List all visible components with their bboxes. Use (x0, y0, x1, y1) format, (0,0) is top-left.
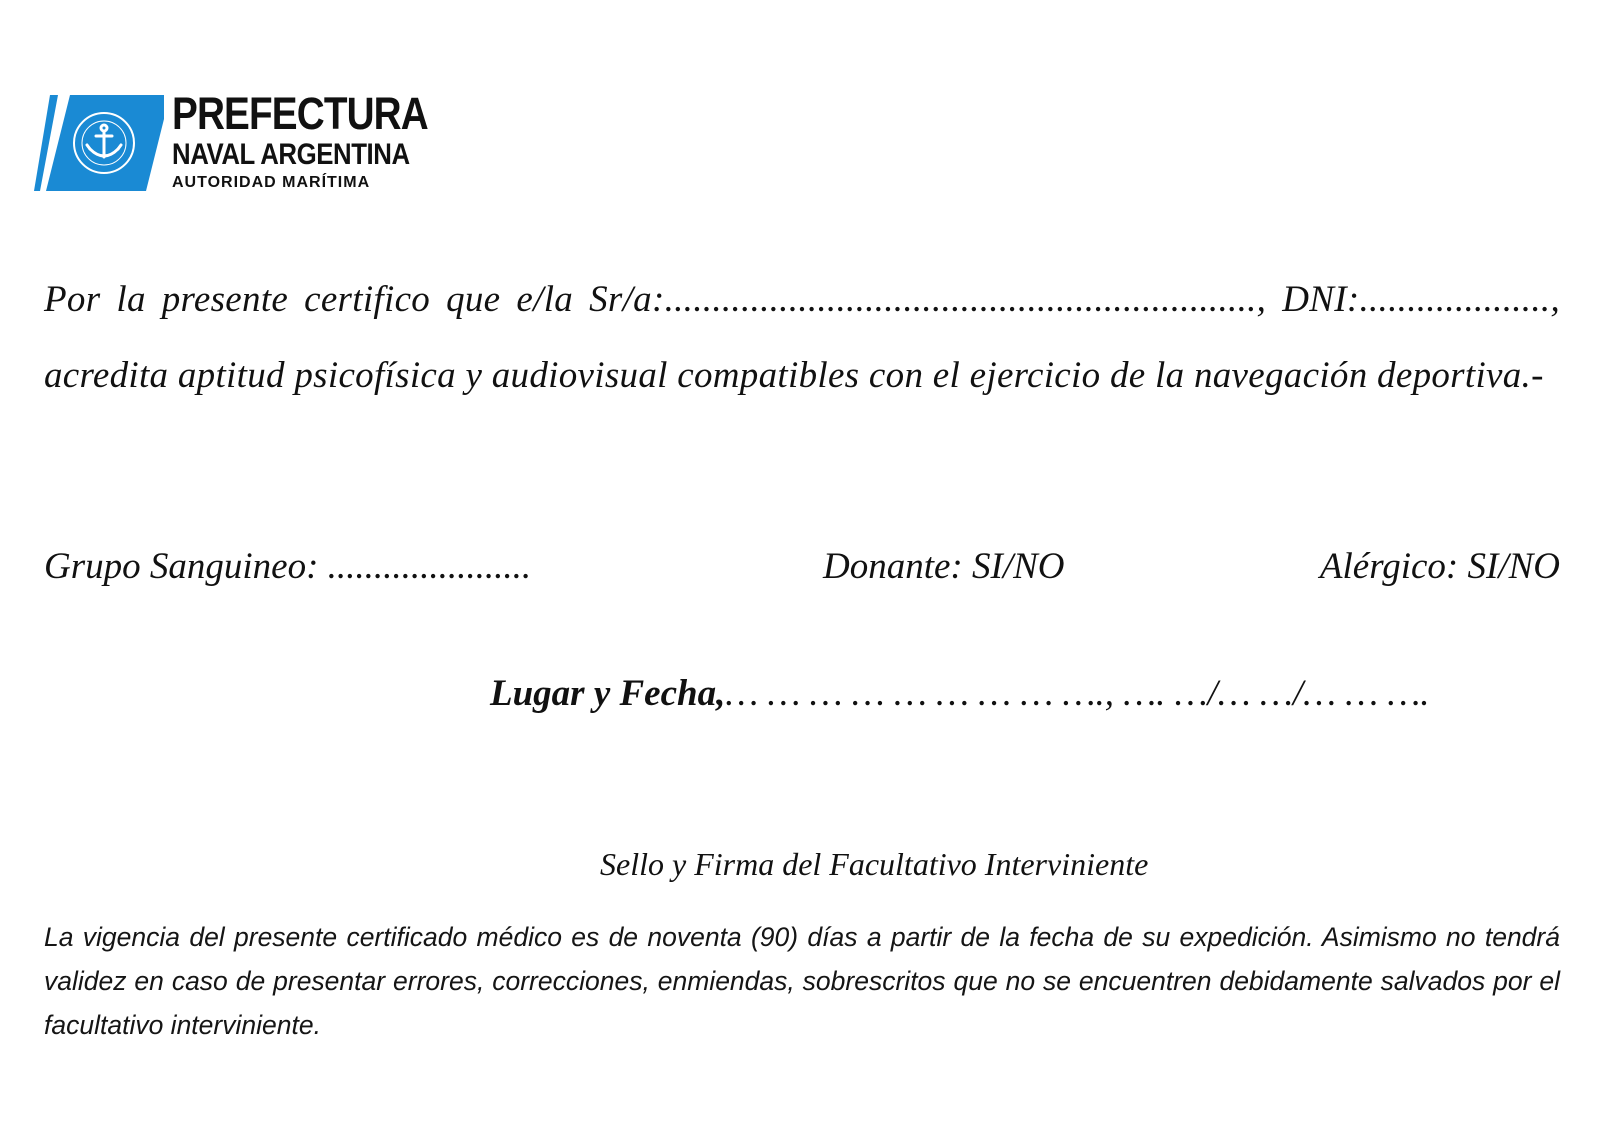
anchor-seal-icon (34, 95, 164, 191)
validity-notice: La vigencia del presente certificado médico es de noventa (90) días a partir de la fecha de su expedición. Asimismo no tendrá validez en caso de presentar errores, correcciones, enmiendas, sobrescritos que no se encuentren debidamente salvados por el facultativo interviniente. (44, 922, 1560, 1040)
logo-subtitle: NAVAL ARGENTINA (172, 138, 410, 171)
donor-field: Donante: SI/NO (823, 546, 1065, 587)
place-date-label: Lugar y Fecha, (490, 673, 726, 714)
place-date-field (490, 672, 1430, 715)
certification-paragraph: Por la presente certifico que e/la Sr/a:.............................................................., DNI:...................., acredita aptitud psicofísica y audiovisual compatibles con el ejercicio de la navegación deportiva.- (44, 279, 1560, 396)
signature-caption: Sello y Firma del Facultativo Interviniente (600, 846, 1149, 882)
blood-group-field: Grupo Sanguineo: ...................... (44, 546, 532, 587)
logo-text (172, 88, 470, 191)
allergic-field: Alérgico: SI/NO (1319, 546, 1560, 587)
place-date-blank: … … … … … … … … …., …. …/… …/… … …. (725, 673, 1430, 714)
prefectura-logo (34, 88, 434, 195)
logo-title: PREFECTURA (172, 88, 428, 139)
logo-tagline: AUTORIDAD MARÍTIMA (172, 174, 371, 191)
